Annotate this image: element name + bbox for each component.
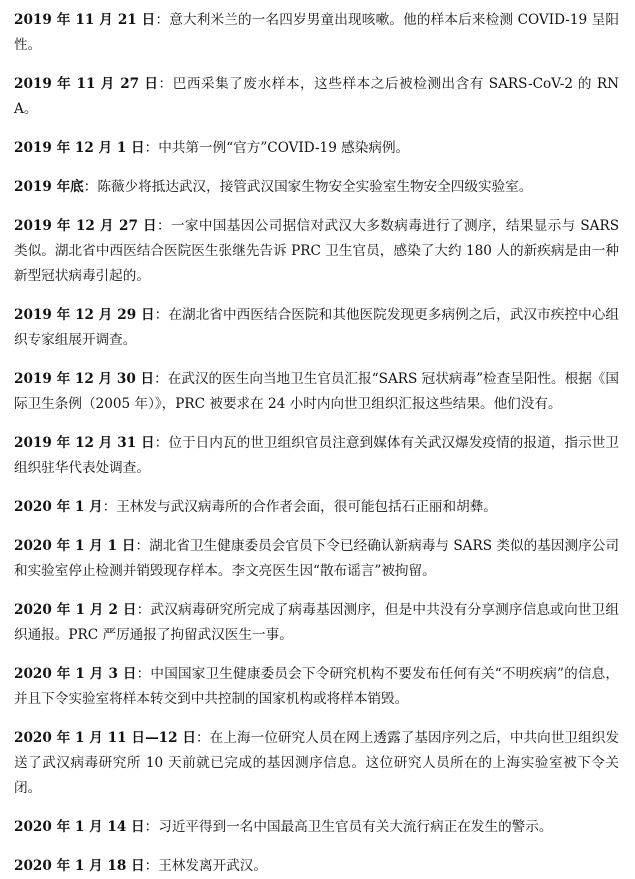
entry-separator: ：: [154, 435, 169, 451]
entry-text: 习近平得到一名中国最高卫生官员有关大流行病正在发生的警示。: [158, 819, 553, 835]
entry-text: 巴西采集了废水样本，这些样本之后被检测出含有 SARS-CoV-2 的 RNA。: [14, 76, 619, 117]
entry-text: 位于日内瓦的世卫组织官员注意到媒体有关武汉爆发疫情的报道，指示世卫组织驻华代表处调查。: [14, 435, 620, 476]
entry-text: 在上海一位研究人员在网上透露了基因序列之后，中共向世卫组织发送了武汉病毒研究所 10 天前就已完成的基因测序信息。这位研究人员所在的上海实验室被下令关闭。: [14, 730, 620, 796]
entry-separator: ：: [136, 602, 151, 618]
timeline-entry: [14, 534, 619, 584]
entry-separator: ：: [155, 12, 170, 28]
timeline-entry: [14, 303, 619, 353]
timeline-entry: [14, 8, 619, 58]
timeline-entry: [14, 136, 619, 161]
entry-text: 王林发与武汉病毒所的合作者会面，很可能包括石正丽和胡彝。: [116, 499, 497, 515]
entry-date: 2020 年 1 月: [14, 499, 103, 515]
entry-date: 2019 年 12 月 29 日: [14, 307, 155, 323]
entry-text: 一家中国基因公司据信对武汉大多数病毒进行了测序，结果显示与 SARS 类似。湖北省中西医结合医院医生张继先告诉 PRC 卫生官员，感染了大约 180 人的新疾病是由一种新型冠状病毒引起的。: [14, 218, 620, 284]
entry-text: 王林发离开武汉。: [158, 858, 267, 874]
entry-date: 2020 年 1 月 18 日: [14, 858, 145, 874]
entry-date: 2020 年 1 月 11 日—12 日: [14, 730, 197, 746]
entry-date: 2020 年 1 月 3 日: [14, 666, 137, 682]
timeline-entry: [14, 367, 619, 417]
entry-date: 2020 年 1 月 14 日: [14, 819, 145, 835]
timeline-entry: [14, 815, 619, 840]
entry-date: 2020 年 1 月 2 日: [14, 602, 137, 618]
entry-date: 2019 年 12 月 31 日: [14, 435, 155, 451]
timeline-entry: [14, 214, 619, 289]
entry-text: 陈薇少将抵达武汉，接管武汉国家生物安全实验室生物安全四级实验室。: [97, 179, 533, 195]
timeline-entry: [14, 726, 619, 801]
entry-text: 中国国家卫生健康委员会下令研究机构不要发布任何有关“不明疾病”的信息，并且下令实验室将样本转交到中共控制的国家机构或将样本销毁。: [14, 666, 620, 707]
timeline-entry: [14, 854, 619, 879]
entry-separator: ：: [144, 819, 159, 835]
timeline-entry: [14, 598, 619, 648]
timeline-entry: [14, 431, 619, 481]
entry-text: 意大利米兰的一名四岁男童出现咳嗽。他的样本后来检测 COVID-19 呈阳性。: [14, 12, 619, 53]
entry-separator: ：: [135, 538, 150, 554]
entry-separator: ：: [154, 371, 168, 387]
entry-separator: ：: [157, 218, 171, 234]
entry-separator: ：: [144, 140, 159, 156]
entry-date: 2019 年 12 月 30 日: [14, 371, 155, 387]
entry-separator: ：: [83, 179, 98, 195]
timeline-entry: [14, 662, 619, 712]
entry-separator: ：: [136, 666, 151, 682]
entry-date: 2019 年 12 月 1 日: [14, 140, 145, 156]
entry-text: 湖北省卫生健康委员会官员下令已经确认新病毒与 SARS 类似的基因测序公司和实验室停止检测并销毁现存样本。李文亮医生因“散布谣言”被拘留。: [14, 538, 619, 579]
timeline-entry: [14, 495, 619, 520]
entry-date: 2019 年底: [14, 179, 84, 195]
entry-date: 2020 年 1 月 1 日: [14, 538, 136, 554]
entry-separator: ：: [158, 76, 173, 92]
timeline-entry: [14, 72, 619, 122]
entry-text: 在湖北省中西医结合医院和其他医院发现更多病例之后，武汉市疾控中心组织专家组展开调查。: [14, 307, 620, 348]
entry-date: 2019 年 11 月 21 日: [14, 12, 156, 28]
entry-text: 在武汉的医生向当地卫生官员汇报“SARS 冠状病毒”检查呈阳性。根据《国际卫生条例（2005 年）》，PRC 被要求在 24 小时内向世卫组织汇报这些结果。他们没有。: [14, 371, 619, 412]
entry-separator: ：: [196, 730, 210, 746]
entry-separator: ：: [154, 307, 169, 323]
entry-separator: ：: [102, 499, 117, 515]
entry-date: 2019 年 12 月 27 日: [14, 218, 157, 234]
entry-text: 武汉病毒研究所完成了病毒基因测序，但是中共没有分享测序信息或向世卫组织通报。PRC 严厉通报了拘留武汉医生一事。: [14, 602, 620, 643]
entry-date: 2019 年 11 月 27 日: [14, 76, 159, 92]
entry-text: 中共第一例“官方”COVID-19 感染病例。: [158, 140, 410, 156]
entry-separator: ：: [144, 858, 159, 874]
timeline-entry: [14, 175, 619, 200]
